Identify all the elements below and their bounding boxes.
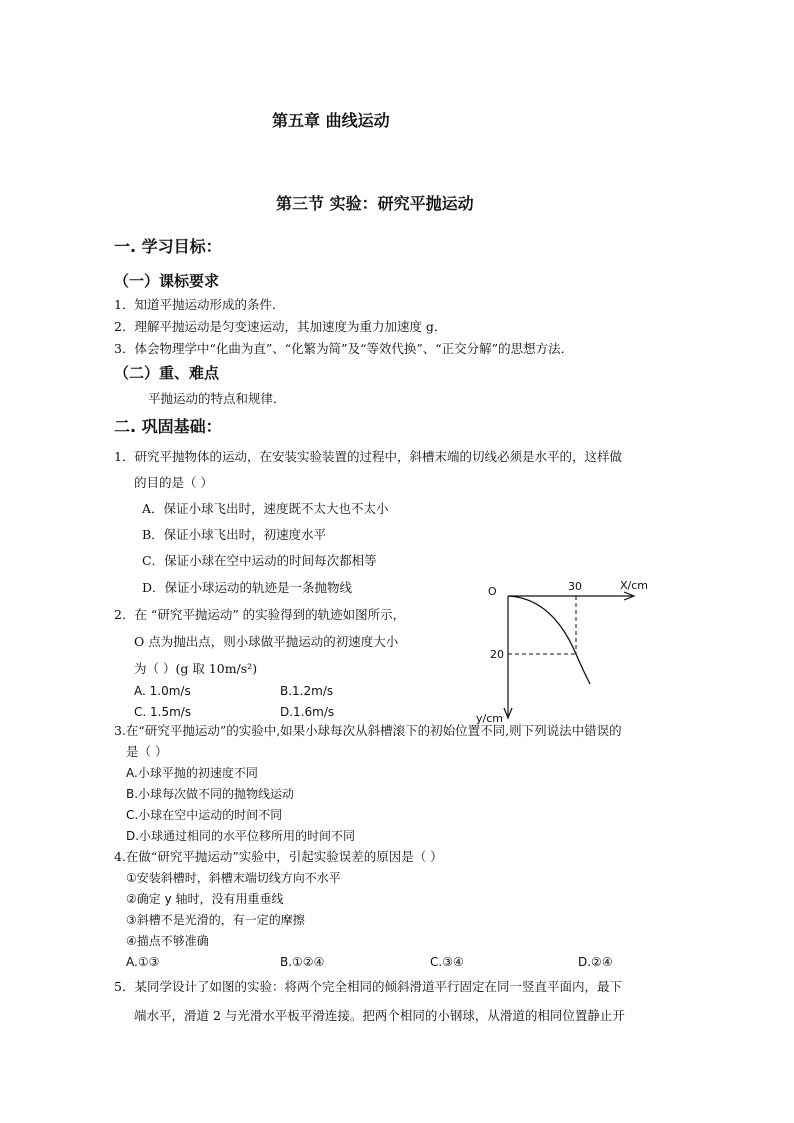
q2-option-b: B.1.2m/s [280, 684, 334, 698]
part2-heading: 二. 巩固基础： [114, 417, 222, 436]
q1-option-b: B．保证小球飞出时，初速度水平 [142, 527, 327, 542]
q3-option-d: D.小球通过相同的水平位移所用的时间不同 [126, 829, 356, 843]
q3-option-a: A.小球平抛的初速度不同 [126, 766, 258, 780]
q4-item-2: ②确定 y 轴时，没有用重垂线 [126, 892, 284, 906]
section-title: 第三节 实验：研究平抛运动 [276, 194, 474, 213]
part1-sub1: （一）课标要求 [114, 272, 220, 290]
q4-option-b: B.①②④ [280, 955, 325, 969]
q1-option-c: C．保证小球在空中运动的时间每次都相等 [142, 553, 377, 568]
q1-option-a: A．保证小球飞出时，速度既不太大也不太小 [142, 501, 389, 516]
q2-option-a: A. 1.0m/s [134, 684, 191, 698]
goal-item-2: 2．理解平抛运动是匀变速运动，其加速度为重力加速度 g． [114, 319, 447, 334]
q2-option-c: C. 1.5m/s [134, 705, 192, 719]
part1-sub2: （二）重、难点 [114, 364, 220, 382]
trajectory-curve [508, 596, 590, 684]
y-tick-label: 20 [490, 648, 504, 661]
x-tick-label: 30 [568, 580, 582, 593]
keypoint-text: 平抛运动的特点和规律． [148, 391, 286, 406]
q3-line2: 是（ ） [126, 744, 168, 759]
q4-option-c: C.③④ [430, 955, 464, 969]
trajectory-figure [476, 576, 662, 726]
q2-line3: 为（ ）(g 取 10m/s²) [134, 661, 258, 676]
q4-item-3: ③斜槽不是光滑的，有一定的摩擦 [126, 913, 305, 927]
q1-option-d: D．保证小球运动的轨迹是一条抛物线 [142, 580, 353, 595]
q3-line1: 3.在“研究平抛运动”的实验中,如果小球每次从斜槽滚下的初始位置不同,则下列说法中错误的 [114, 723, 622, 738]
q4-item-1: ①安装斜槽时，斜槽末端切线方向不水平 [126, 871, 341, 885]
q2-line1: 2．在 “研究平抛运动” 的实验得到的轨迹如图所示， [114, 607, 406, 622]
y-axis-label: y/cm [476, 712, 503, 725]
q2-option-d: D.1.6m/s [280, 705, 335, 719]
q2-line2: O 点为抛出点，则小球做平抛运动的初速度大小 [134, 634, 399, 649]
part1-heading: 一. 学习目标： [114, 237, 222, 256]
q3-option-c: C.小球在空中运动的时间不同 [126, 808, 283, 822]
q5-line1: 5．某同学设计了如图的实验：将两个完全相同的倾斜滑道平行固定在同一竖直平面内，最下 [114, 979, 622, 994]
x-axis-label: X/cm [620, 579, 649, 592]
q5-line2: 端水平，滑道 2 与光滑水平板平滑连接。把两个相同的小钢球，从滑道的相同位置静止开 [134, 1008, 625, 1023]
goal-item-1: 1．知道平抛运动形成的条件． [114, 297, 285, 312]
q4-option-a: A.①③ [126, 955, 160, 969]
chapter-title: 第五章 曲线运动 [272, 111, 390, 130]
q4-item-4: ④描点不够准确 [126, 934, 209, 948]
q4-option-d: D.②④ [578, 955, 613, 969]
q4-line1: 4.在做“研究平抛运动”实验中，引起实验误差的原因是（ ） [114, 849, 443, 864]
q1-line1: 1．研究平抛物体的运动，在安装实验装置的过程中，斜槽末端的切线必须是水平的，这样做 [114, 449, 622, 464]
q1-line2: 的目的是（ ） [134, 475, 213, 490]
q3-option-b: B.小球每次做不同的抛物线运动 [126, 787, 295, 801]
origin-label: O [488, 585, 497, 598]
goal-item-3: 3．体会物理学中“化曲为直”、“化繁为简”及“等效代换”、“正交分解”的思想方法． [114, 341, 574, 356]
